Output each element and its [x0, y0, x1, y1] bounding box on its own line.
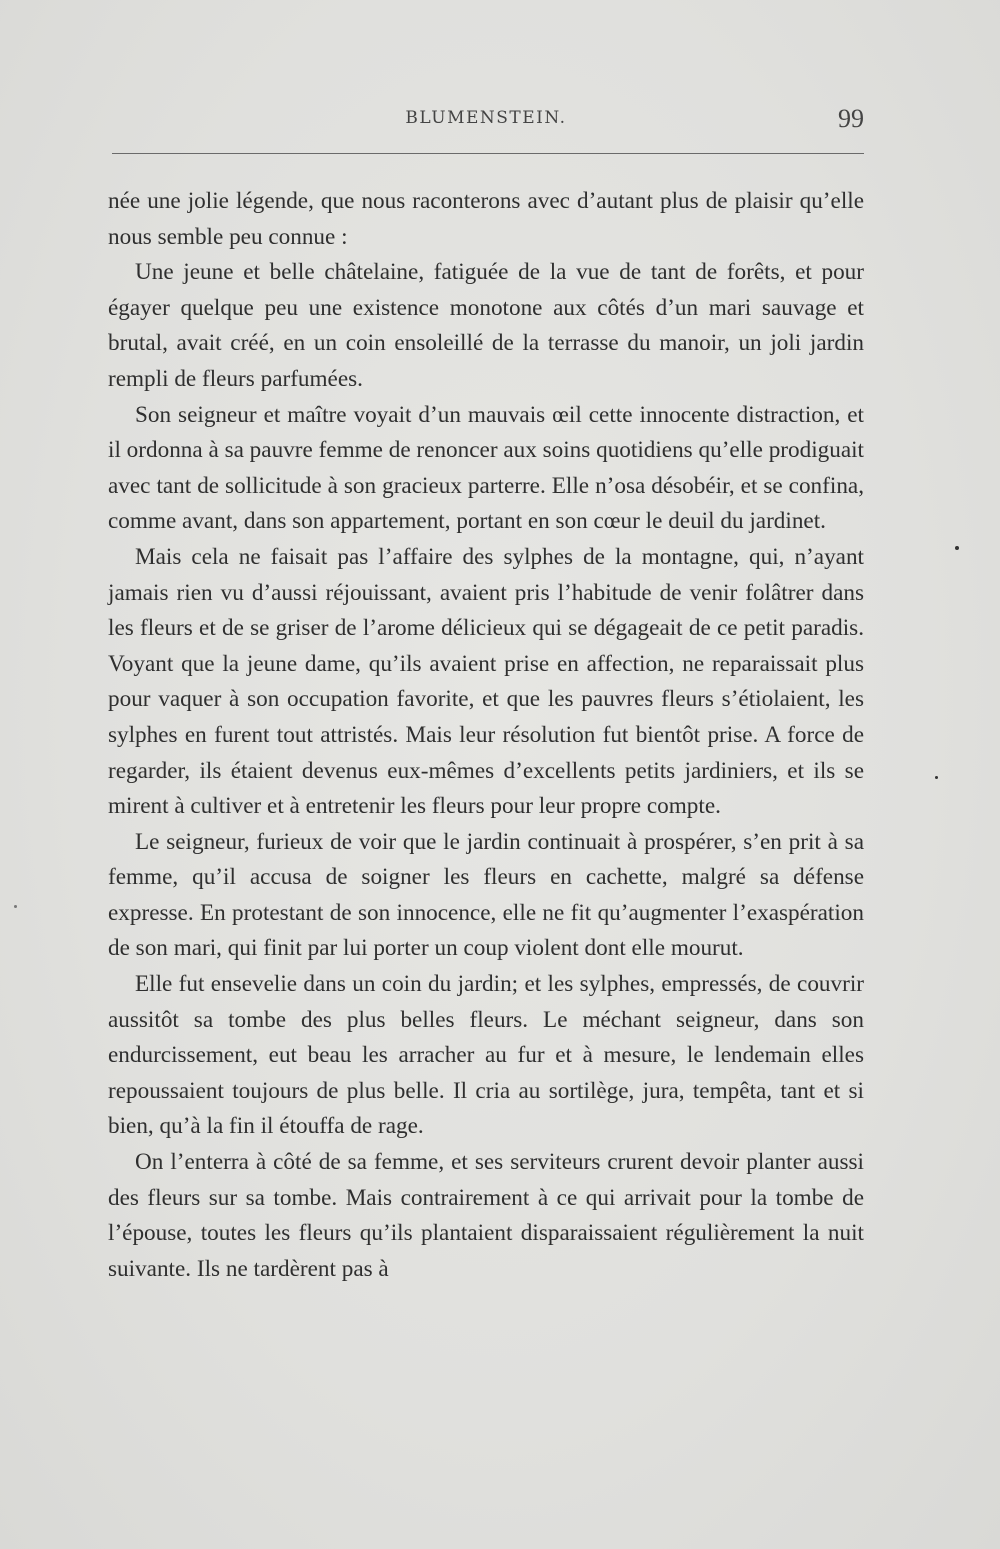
paragraph: Elle fut ensevelie dans un coin du jardin; et les sylphes, empressés, de couvrir aussitôt sa tombe des plus belles fleurs. Le méchant seigneur, dans son endurcissement, eut beau les arracher au fur et à mesure, le lendemain elles repoussaient toujours de plus belle. Il cria au sortilège, jura, tempêta, tant et si bien, qu’à la fin il étouffa de rage.: [108, 971, 864, 1140]
body-text: [108, 184, 864, 1287]
running-title: BLUMENSTEIN.: [405, 108, 567, 128]
ink-speck: [935, 776, 938, 779]
page-number: 99: [838, 104, 864, 133]
ink-speck: [14, 905, 17, 908]
paragraph: Son seigneur et maître voyait d’un mauvais œil cette innocente distraction, et il ordonna à sa pauvre femme de renoncer aux soins quotidiens qu’elle prodiguait avec tant de sollicitude à son gracieux parterre. Elle n’osa désobéir, et se confina, comme avant, dans son appartement, portant en son cœur le deuil du jardinet.: [108, 401, 864, 535]
paragraph-continuation: née une jolie légende, que nous raconterons avec d’autant plus de plaisir qu’elle nous semble peu connue :: [108, 188, 864, 250]
header-rule: [112, 153, 864, 154]
paragraph: On l’enterra à côté de sa femme, et ses serviteurs crurent devoir planter aussi des fleurs sur sa tombe. Mais contrairement à ce qui arrivait pour la tombe de l’épouse, toutes les fleurs qu’ils plantaient disparaissaient régulièrement la nuit suivante. Ils ne tardèrent pas à: [108, 1149, 864, 1282]
ink-speck: [955, 546, 959, 550]
paragraph: Le seigneur, furieux de voir que le jardin continuait à prospérer, s’en prit à sa femme, qu’il accusa de soigner les fleurs en cachette, malgré sa défense expresse. En protestant de son innocence, elle ne fit qu’augmenter l’exaspération de son mari, qui finit par lui porter un coup violent dont elle mourut.: [108, 828, 864, 962]
running-head: [108, 104, 864, 138]
paragraph: Mais cela ne faisait pas l’affaire des sylphes de la montagne, qui, n’ayant jamais rien vu d’aussi réjouissant, avaient pris l’habitude de venir folâtrer dans les fleurs et de se griser de l’arome délicieux qui se dégageait de ce petit paradis. Voyant que la jeune dame, qu’ils avaient prise en affection, ne reparaissait plus pour vaquer à son occupation favorite, et que les pauvres fleurs s’étiolaient, les sylphes en furent tout attristés. Mais leur résolution fut bientôt prise. A force de regarder, ils étaient devenus eux-mêmes d’excellents petits jardiniers, et ils se mirent à cultiver et à entretenir les fleurs pour leur propre compte.: [108, 543, 864, 820]
paragraph: Une jeune et belle châtelaine, fatiguée de la vue de tant de forêts, et pour égayer quelque peu une existence monotone aux côtés d’un mari sauvage et brutal, avait créé, en un coin ensoleillé de la terrasse du manoir, un joli jardin rempli de fleurs parfumées.: [108, 259, 864, 392]
